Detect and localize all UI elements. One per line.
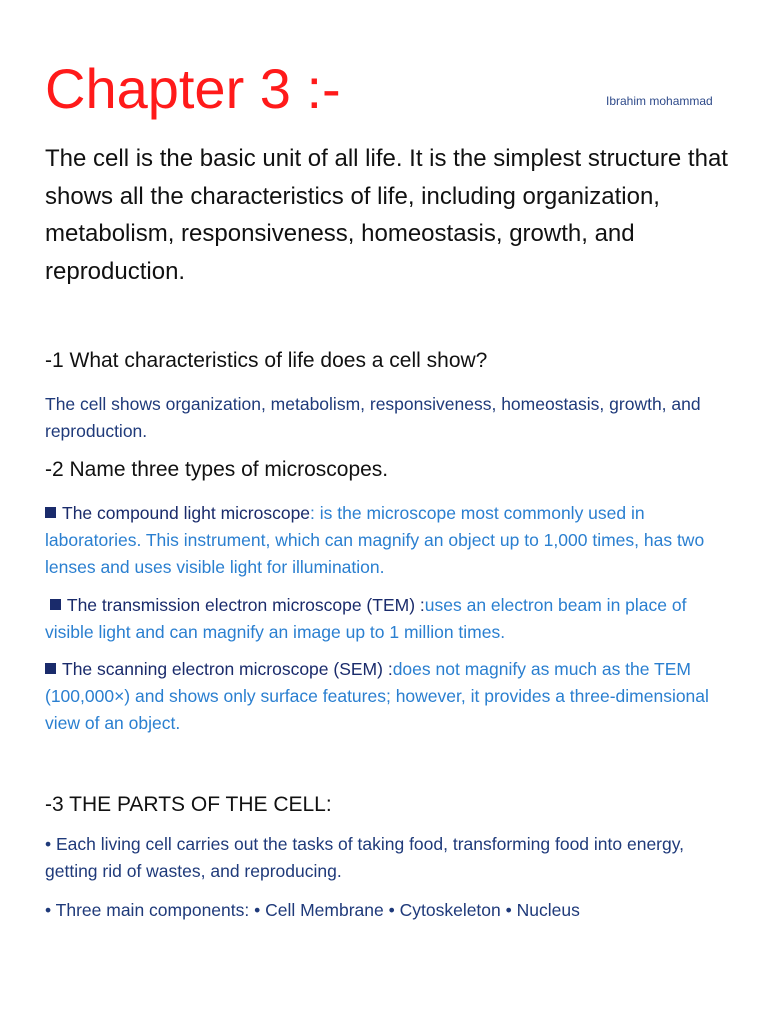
microscope-item: [45, 500, 735, 581]
microscope-description: : is the microscope most commonly used in laboratories. This instrument, which can magnify an object up to 1,000 times, has two lenses and uses visible light for illumination.: [45, 503, 705, 577]
microscope-description: uses an electron beam in place of visible light and can magnify an image up to 1 million times.: [45, 595, 687, 642]
cell-parts-bullet: • Three main components: • Cell Membrane • Cytoskeleton • Nucleus: [45, 900, 580, 920]
microscope-item: [45, 592, 735, 646]
microscope-term: The compound light microscope: [62, 503, 311, 523]
microscope-description: does not magnify as much as the TEM (100,000×) and shows only surface features; however, it provides a three-dimensional view of an object.: [45, 659, 709, 733]
square-bullet-icon: [50, 599, 61, 610]
intro-paragraph: The cell is the basic unit of all life. It is the simplest structure that shows all the characteristics of life, including organization, metabolism, responsiveness, homeostasis, growth, and reproduction.: [45, 145, 728, 285]
chapter-title: Chapter 3 :-: [45, 57, 341, 120]
microscope-item: [45, 656, 735, 737]
square-bullet-icon: [45, 507, 56, 518]
microscope-term: The transmission electron microscope (TEM) :: [66, 595, 425, 615]
author-name: Ibrahim mohammad: [606, 94, 713, 108]
microscope-term: The scanning electron microscope (SEM) :: [62, 659, 393, 679]
cell-parts-bullet: • Each living cell carries out the tasks of taking food, transforming food into energy, getting rid of wastes, and reproducing.: [45, 834, 685, 881]
question-2-heading: -2 Name three types of microscopes.: [45, 458, 389, 481]
question-1-heading: -1 What characteristics of life does a cell show?: [45, 349, 488, 372]
question-3-heading: -3 THE PARTS OF THE CELL:: [45, 793, 332, 816]
square-bullet-icon: [45, 663, 56, 674]
question-1-answer: The cell shows organization, metabolism, responsiveness, homeostasis, growth, and reproduction.: [45, 394, 701, 441]
